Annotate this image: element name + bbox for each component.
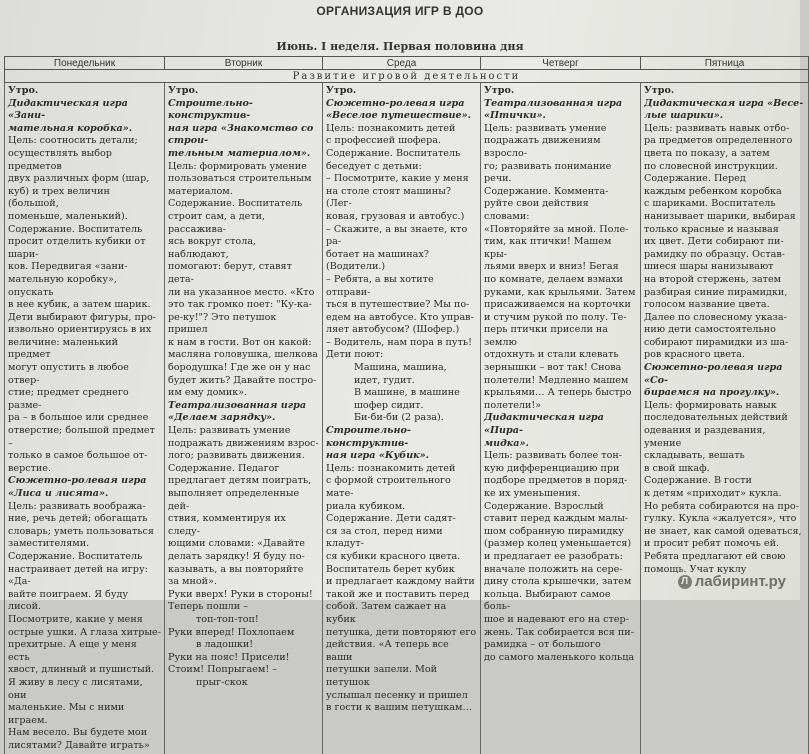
text-line: такой же и поставить перед — [326, 589, 477, 602]
text-line: и предлагает ее разобрать: — [484, 551, 637, 564]
text-line: присаживаемся на корточки — [484, 299, 637, 312]
text-line: ясь вокруг стола, наблюдают, — [168, 236, 319, 261]
text-line: прехитрые. А еще у меня есть — [8, 639, 161, 664]
text-line: одевания и раздевания, умение — [644, 425, 805, 450]
page-title: ОРГАНИЗАЦИЯ ИГР В ДОО — [0, 4, 800, 18]
schedule-table — [4, 56, 809, 754]
text-line: Руки вверх! Руки в стороны! — [168, 589, 319, 602]
text-line: верстие. — [8, 463, 161, 476]
text-line: отдохнуть и стали клевать — [484, 349, 637, 362]
text-line: ся кубики красного цвета. — [326, 551, 477, 564]
text-line: действия. «А теперь все ваши — [326, 639, 477, 664]
text-line: материалом. — [168, 186, 319, 199]
text-line: Нам весело. Вы будете мои — [8, 727, 161, 740]
text-line: рамидка – от большого — [484, 639, 637, 652]
text-line: по словесной инструкции. — [644, 161, 805, 174]
text-line: до самого маленького кольца — [484, 652, 637, 665]
text-line: могут опустить в любое отвер- — [8, 362, 161, 387]
text-line: шиеся шары нанизывают — [644, 261, 805, 274]
text-line: ра – в большое или среднее — [8, 412, 161, 425]
text-line: не знает, как самой одеваться, — [644, 526, 805, 539]
text-line: Содержание. Воспитатель — [168, 198, 319, 211]
text-line: шом собранную пирамидку — [484, 526, 637, 539]
game-title-line: «Делаем зарядку». — [168, 412, 319, 425]
text-line: осуществлять выбор предметов — [8, 148, 161, 173]
friday-column — [641, 83, 809, 754]
text-line: нию дети самостоятельно — [644, 324, 805, 337]
text-line: Цель: развивать более тон- — [484, 450, 637, 463]
game-title-line: Сюжетно-ролевая игра — [326, 98, 477, 111]
text-line: Цель: развивать умение — [484, 123, 637, 136]
text-line: жень. Так собирается вся пи- — [484, 627, 637, 640]
text-line: каждым ребенком коробка — [644, 186, 805, 199]
game-title-line: Сюжетно-ролевая игра «Со- — [644, 362, 805, 387]
text-line: петушка, дети повторяют его — [326, 627, 477, 640]
text-line: с шариками. Воспитатель — [644, 198, 805, 211]
game-title-line: «Птички». — [484, 110, 637, 123]
text-line: крыльями… А теперь быстро — [484, 387, 637, 400]
verse-line: Би-би-би (2 раза). — [326, 412, 477, 425]
game-title-line: мательная коробка». — [8, 123, 161, 136]
text-line: в свой шкаф. — [644, 463, 805, 476]
text-line: к детям «приходит» кукла. — [644, 488, 805, 501]
game-title-line: Театрализованная игра — [484, 98, 637, 111]
text-line: риала кубиком. — [326, 501, 477, 514]
tuesday-column — [165, 83, 323, 754]
text-line: ться в путешествие? Мы по- — [326, 299, 477, 312]
text-line: Цель: познакомить детей — [326, 463, 477, 476]
text-line: собирают пирамидки из ша- — [644, 337, 805, 350]
text-line: помощь. Учат куклу — [644, 564, 805, 577]
text-line: им ему домик». — [168, 387, 319, 400]
text-line: Воспитатель берет кубик — [326, 564, 477, 577]
text-line: складывать, вешать — [644, 450, 805, 463]
text-line: строит сам, а дети, рассажива- — [168, 211, 319, 236]
text-line: Ребята предлагают ей свою — [644, 551, 805, 564]
text-line: Дети поют: — [326, 349, 477, 362]
text-line: – Скажите, а вы знаете, кто ра- — [326, 224, 477, 249]
text-line: полетели! Медленно машем — [484, 375, 637, 388]
text-line: Но ребята собираются на про- — [644, 501, 805, 514]
text-line: Далее по словесному указа- — [644, 312, 805, 325]
text-line: услышал песенку и пришел — [326, 690, 477, 703]
verse-line: топ-топ-топ! — [168, 614, 319, 627]
text-line: куб) и трех величин (большой, — [8, 186, 161, 211]
text-line: двух различных форм (шар, — [8, 173, 161, 186]
text-line: нанизывает шарики, выбирая — [644, 211, 805, 224]
text-line: Содержание. Взрослый — [484, 501, 637, 514]
text-line: дину стола крышечки, затем — [484, 576, 637, 589]
verse-line: идет, гудит. — [326, 375, 477, 388]
text-line: руйте свои действия словами: — [484, 198, 637, 223]
text-line: будет жить? Давайте постро- — [168, 375, 319, 388]
text-line: Цель: развивать навык отбо- — [644, 123, 805, 136]
game-title-line: Дидактическая игра «Зани- — [8, 98, 161, 123]
text-line: Руки на пояс! Присели! — [168, 652, 319, 665]
text-line: Посмотрите, какие у меня — [8, 614, 161, 627]
text-line: с профессией шофера. — [326, 135, 477, 148]
text-line: мательную коробку», опускать — [8, 274, 161, 299]
text-line: «Повторяйте за мной. Поле- — [484, 224, 637, 237]
text-line: хвост, длинный и пушистый. — [8, 664, 161, 677]
text-line: словарь; уметь пользоваться — [8, 526, 161, 539]
text-line: речи. — [484, 173, 637, 186]
text-line: к нам в гости. Вот он какой: — [168, 337, 319, 350]
section-title: Развитие игровой деятельности — [5, 70, 809, 83]
wednesday-column — [323, 83, 481, 754]
text-line: Содержание. Воспитатель — [8, 224, 161, 237]
text-line: ляет автобусом? (Шофер.) — [326, 324, 477, 337]
text-line: их цвет. Дети собирают пи- — [644, 236, 805, 249]
logo-mark-icon: Л — [678, 575, 692, 589]
text-line: и просит ребят помочь ей. — [644, 538, 805, 551]
text-line: Содержание. Воспитатель — [8, 551, 161, 564]
text-line: ра предметов определенного — [644, 135, 805, 148]
text-line: извольно ориентируясь в их — [8, 324, 161, 337]
text-line: ре-ку!"? Это петушок пришел — [168, 312, 319, 337]
text-line: Дети выбирают фигуры, про- — [8, 312, 161, 325]
time-of-day-label: Утро. — [8, 85, 161, 98]
text-line: лисятами? Давайте играть» — [8, 740, 161, 753]
text-line: перь птички присели на землю — [484, 324, 637, 349]
logo-text: лабиринт.ру — [695, 573, 786, 590]
text-line: кую дифференциацию при — [484, 463, 637, 476]
text-line: лого; развивать движения. — [168, 450, 319, 463]
text-line: маленькие. Мы с ними играем. — [8, 702, 161, 727]
game-title-line: Сюжетно-ролевая игра — [8, 475, 161, 488]
text-line: Содержание. Дети садят- — [326, 513, 477, 526]
day-header-tuesday: Вторник — [165, 57, 323, 70]
text-line: стие; предмет среднего разме- — [8, 387, 161, 412]
text-line: ботает на машинах? (Водители.) — [326, 249, 477, 274]
text-line: Содержание. Воспитатель — [326, 148, 477, 161]
game-title-line: Строительно-конструктив- — [326, 425, 477, 450]
day-header-thursday: Четверг — [481, 57, 641, 70]
text-line: зернышки – вот так! Снова — [484, 362, 637, 375]
verse-line: прыг-скок — [168, 677, 319, 690]
text-line: Цель: формировать навык — [644, 400, 805, 413]
section-row — [5, 70, 809, 83]
text-line: и предлагает каждому найти — [326, 576, 477, 589]
text-line: по комнате, делаем взмахи — [484, 274, 637, 287]
text-line: Содержание. Перед — [644, 173, 805, 186]
text-line: последовательных действий — [644, 412, 805, 425]
text-line: собой. Затем сажает на кубик — [326, 601, 477, 626]
day-header-wednesday: Среда — [323, 57, 481, 70]
game-title-line: ная игра «Знакомство со строи- — [168, 123, 319, 148]
text-line: Цель: развивать вообража- — [8, 501, 161, 514]
text-line: просит отделить кубики от шари- — [8, 236, 161, 261]
text-line: предлагает детям поиграть, — [168, 475, 319, 488]
text-line: цвета по показу, а затем — [644, 148, 805, 161]
text-line: – Посмотрите, какие у меня — [326, 173, 477, 186]
text-line: настраивает детей на игру: «Да- — [8, 564, 161, 589]
text-line: разбирая синие пирамидки, — [644, 287, 805, 300]
text-line: рамидку по образцу. Остав- — [644, 249, 805, 262]
text-line: ствия, комментируя их следу- — [168, 513, 319, 538]
text-line: Стоим! Попрыгаем! – — [168, 664, 319, 677]
day-header-friday: Пятница — [641, 57, 809, 70]
text-line: (размер колец уменьшается) — [484, 538, 637, 551]
days-header-row — [5, 57, 809, 70]
text-line: отверстие; большой предмет – — [8, 425, 161, 450]
text-line: ющими словами: «Давайте — [168, 538, 319, 551]
text-line: ставит перед каждым малы- — [484, 513, 637, 526]
game-title-line: мидка». — [484, 438, 637, 451]
game-title-line: бираемся на прогулку». — [644, 387, 805, 400]
game-title-line: «Веселое путешествие». — [326, 110, 477, 123]
text-line: подражать движениям взрос- — [168, 438, 319, 451]
text-line: подражать движениям взросло- — [484, 135, 637, 160]
text-line: шое и надевают его на стер- — [484, 614, 637, 627]
text-line: в гости к вашим петушкам… — [326, 702, 477, 715]
text-line: гулку. Кукла «жалуется», что — [644, 513, 805, 526]
text-line: Цель: формировать умение — [168, 161, 319, 174]
day-header-monday: Понедельник — [5, 57, 165, 70]
verse-line: в ладошки! — [168, 639, 319, 652]
text-line: Я живу в лесу с лисятами, они — [8, 677, 161, 702]
text-line: Содержание. Педагог — [168, 463, 319, 476]
text-line: Цель: развивать умение — [168, 425, 319, 438]
game-title-line: лые шарики». — [644, 110, 805, 123]
text-line: – Водитель, нам пора в путь! — [326, 337, 477, 350]
text-line: беседует с детьми: — [326, 161, 477, 174]
text-line: казывать, а вы повторяйте — [168, 564, 319, 577]
text-line: помогают: берут, ставят дета- — [168, 261, 319, 286]
text-line: это так громко поет: "Ку-ка- — [168, 299, 319, 312]
text-line: кольца. Выбирают самое боль- — [484, 589, 637, 614]
text-line: только в самое большое от- — [8, 450, 161, 463]
time-of-day-label: Утро. — [644, 85, 805, 98]
text-line: поменьше, маленький). — [8, 211, 161, 224]
text-line: тим, как птички! Машем кры- — [484, 236, 637, 261]
text-line: делать зарядку! Я буду по- — [168, 551, 319, 564]
text-line: петушки запели. Мой петушок — [326, 664, 477, 689]
text-line: Теперь пошли – — [168, 601, 319, 614]
text-line: ков. Передвигая «зани- — [8, 261, 161, 274]
thursday-column — [481, 83, 641, 754]
text-line: на столе стоят машины? (Лег- — [326, 186, 477, 211]
time-of-day-label: Утро. — [168, 85, 319, 98]
time-of-day-label: Утро. — [484, 85, 637, 98]
text-line: ся за стол, перед ними кладут- — [326, 526, 477, 551]
game-title-line: Строительно-конструктив- — [168, 98, 319, 123]
text-line: ли на указанное место. «Кто — [168, 287, 319, 300]
text-line: голосом название цвета. — [644, 299, 805, 312]
verse-line: шофер сидит. — [326, 400, 477, 413]
content-row — [5, 83, 809, 754]
text-line: льями вверх и вниз! Бегая — [484, 261, 637, 274]
time-of-day-label: Утро. — [326, 85, 477, 98]
game-title-line: ная игра «Кубик». — [326, 450, 477, 463]
text-line: ров красного цвета. — [644, 349, 805, 362]
text-line: го; развивать понимание — [484, 161, 637, 174]
text-line: полетели!» — [484, 400, 637, 413]
game-title-line: Театрализованная игра — [168, 400, 319, 413]
page-subtitle: Июнь. I неделя. Первая половина дня — [0, 40, 800, 53]
text-line: на второй стержень, затем — [644, 274, 805, 287]
text-line: ние, речь детей; обогащать — [8, 513, 161, 526]
text-line: ке их уменьшения. — [484, 488, 637, 501]
text-line: ковая, грузовая и автобус.) — [326, 211, 477, 224]
text-line: величине: маленький предмет — [8, 337, 161, 362]
verse-line: В машине, в машине — [326, 387, 477, 400]
text-line: за мной». — [168, 576, 319, 589]
text-line: Содержание. В гости — [644, 475, 805, 488]
game-title-line: Дидактическая игра «Пира- — [484, 412, 637, 437]
text-line: масляна головушка, шелкова — [168, 349, 319, 362]
text-line: вначале положить на сере- — [484, 564, 637, 577]
text-line: острые ушки. А глаза хитрые- — [8, 627, 161, 640]
text-line: вайте поиграем. Я буду лисой. — [8, 589, 161, 614]
text-line: подборе предметов в поряд- — [484, 475, 637, 488]
text-line: выполняет определенные дей- — [168, 488, 319, 513]
text-line: пользоваться строительным — [168, 173, 319, 186]
text-line: Содержание. Коммента- — [484, 186, 637, 199]
text-line: бородушка! Где же он у нас — [168, 362, 319, 375]
text-line: Руки вперед! Похлопаем — [168, 627, 319, 640]
text-line: едем на автобусе. Кто управ- — [326, 312, 477, 325]
text-line: и стучим рукой по полу. Те- — [484, 312, 637, 325]
game-title-line: «Лиса и лисята». — [8, 488, 161, 501]
text-line: в нее кубик, а затем шарик. — [8, 299, 161, 312]
text-line: руками, как крыльями. Затем — [484, 287, 637, 300]
publisher-watermark — [678, 573, 786, 590]
text-line: – Ребята, а вы хотите отправи- — [326, 274, 477, 299]
verse-line: Машина, машина, — [326, 362, 477, 375]
text-line: только красные и называя — [644, 224, 805, 237]
text-line: Цель: познакомить детей — [326, 123, 477, 136]
game-title-line: тельным материалом». — [168, 148, 319, 161]
text-line: Цель: соотносить детали; — [8, 135, 161, 148]
game-title-line: Дидактическая игра «Весе- — [644, 98, 805, 111]
text-line: с формой строительного мате- — [326, 475, 477, 500]
monday-column — [5, 83, 165, 754]
text-line: заместителями. — [8, 538, 161, 551]
